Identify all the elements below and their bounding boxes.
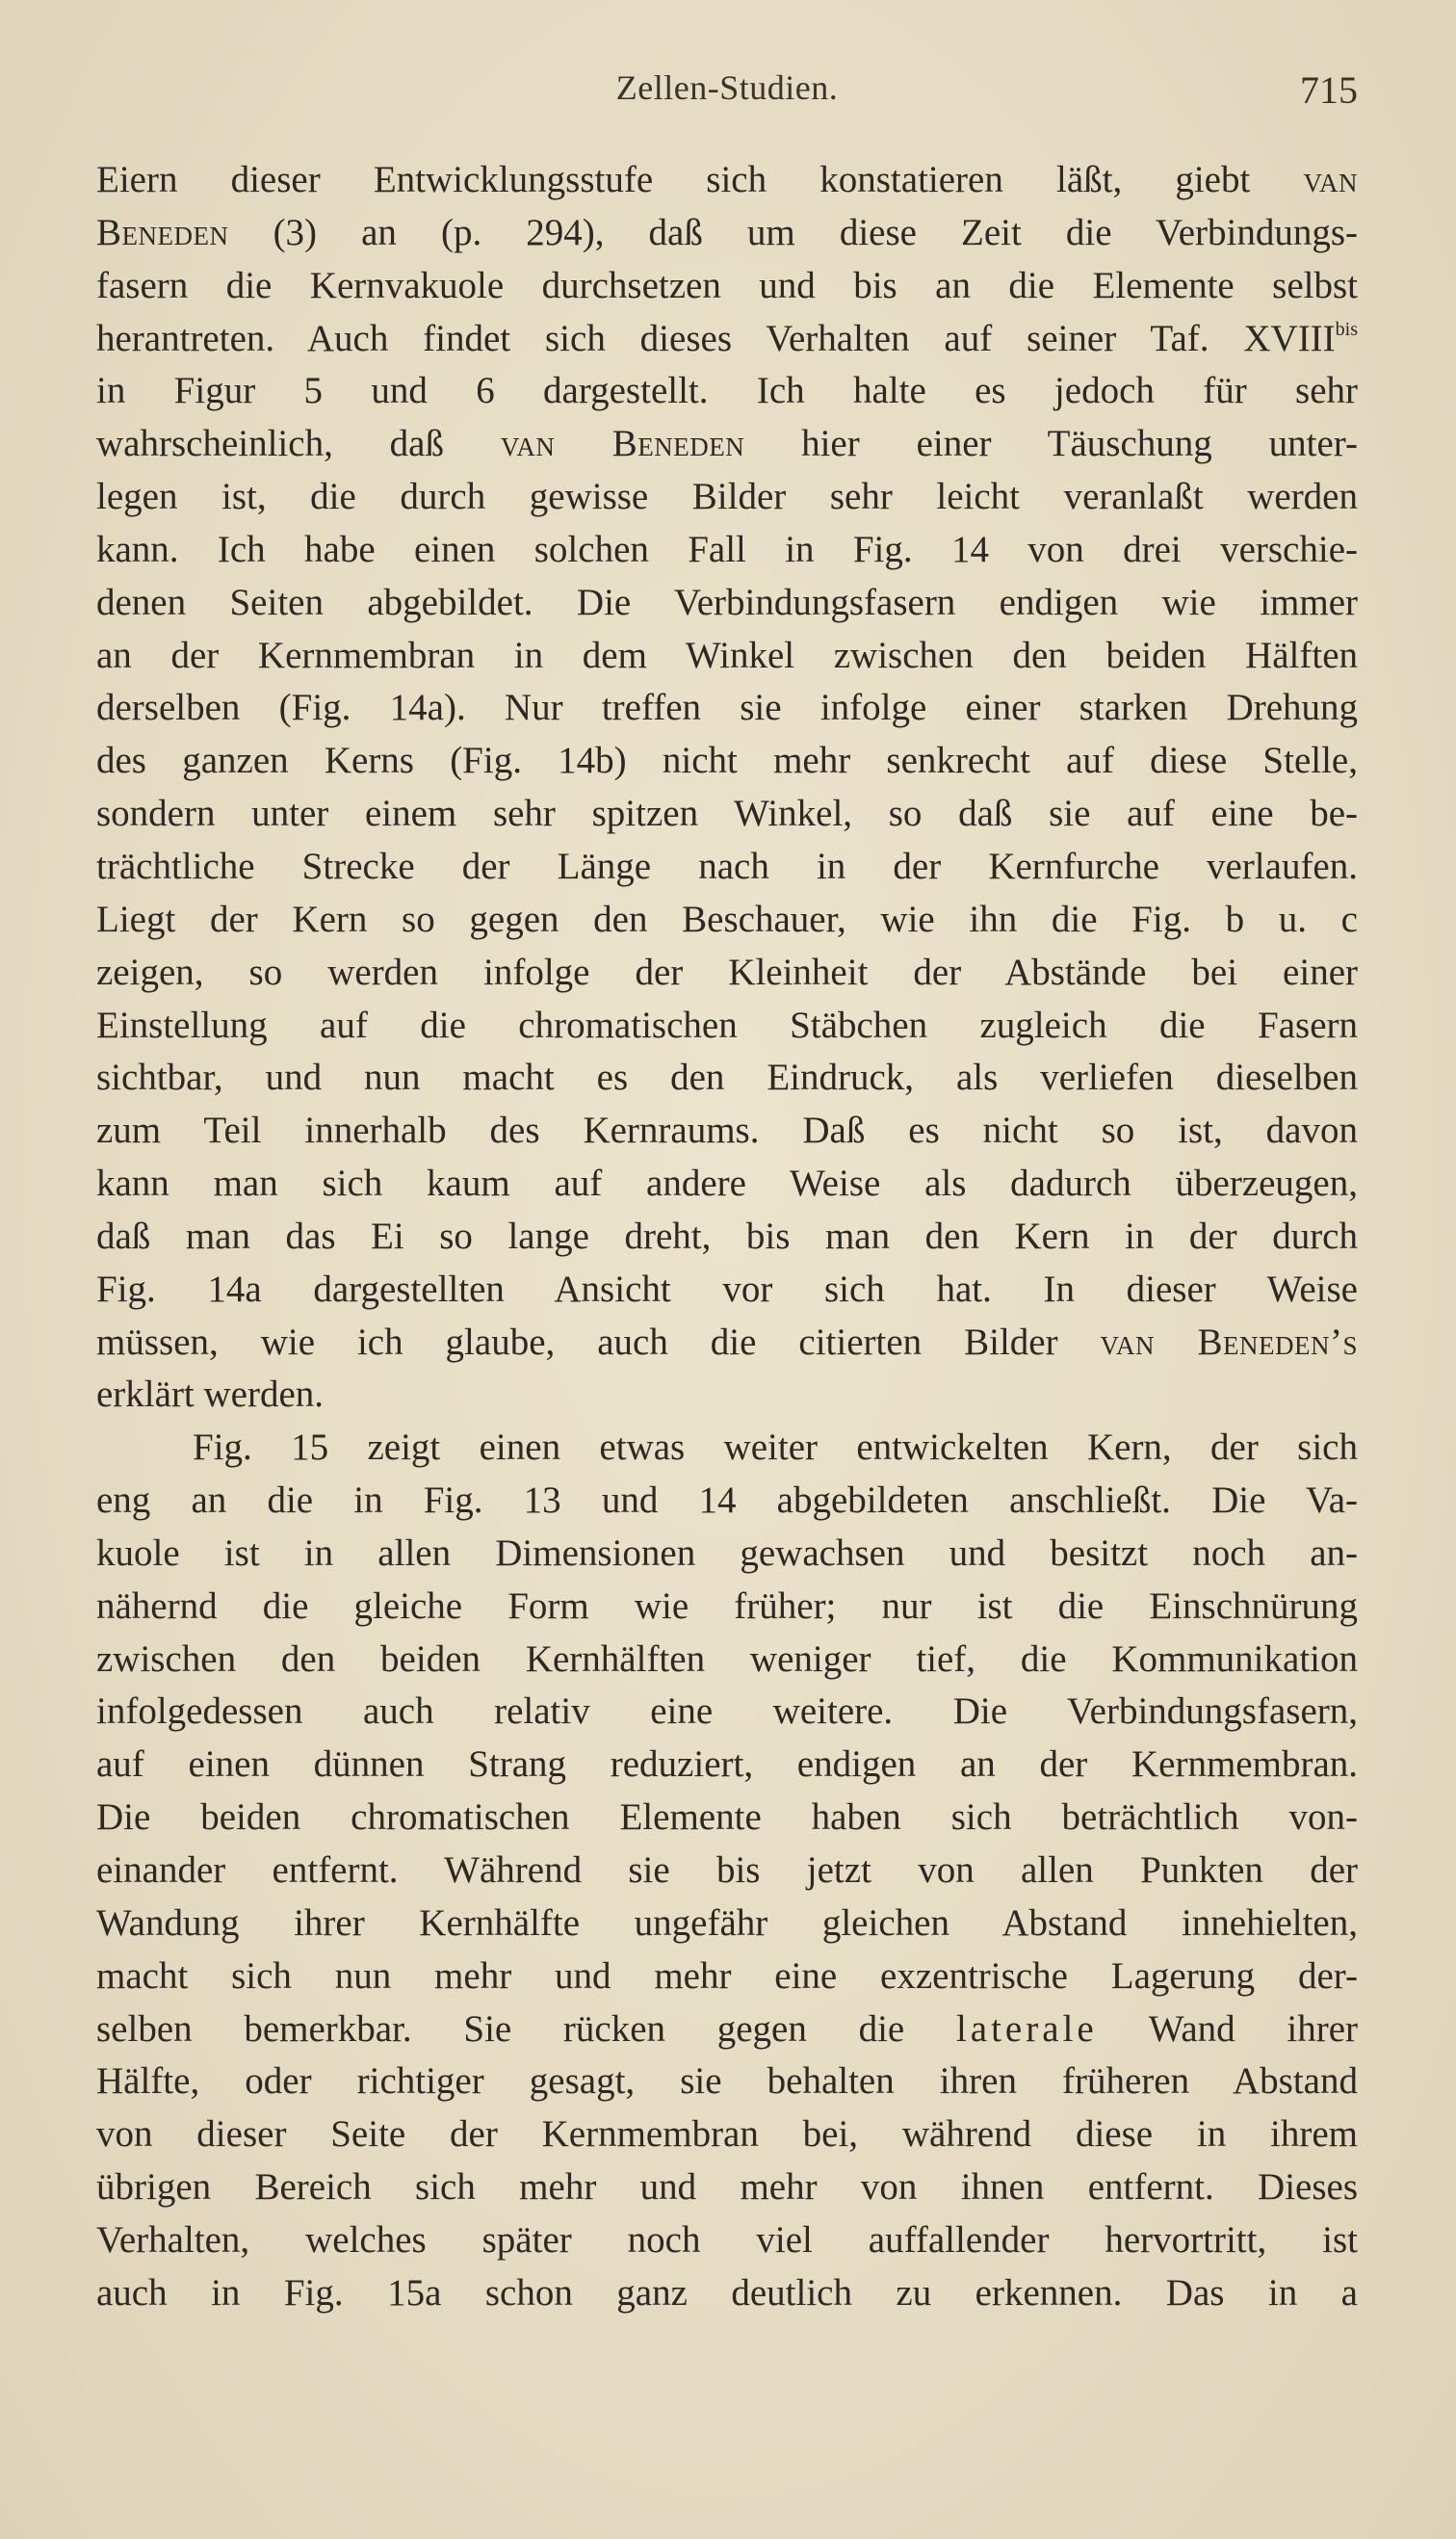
text-span: wahrscheinlich, daß — [96, 423, 444, 465]
text-line: trächtliche Strecke der Länge nach in der Kernfurche verlaufen. — [96, 845, 1358, 887]
text-line: fasern die Kernvakuole durchsetzen und bis an die Elemente selbst — [96, 264, 1358, 306]
text-line: daß man das Ei so lange dreht, bis man den Kern in der durch — [96, 1215, 1358, 1257]
text-line: erklärt werden. — [96, 1374, 325, 1416]
text-line — [96, 2003, 1358, 2056]
text-span: hier einer Täuschung unter- — [801, 423, 1358, 465]
emphasized-word: laterale — [955, 2007, 1098, 2050]
text-line: zeigen, so werden infolge der Kleinheit der Abstände bei einer — [96, 951, 1358, 993]
text-line: an der Kernmembran in dem Winkel zwischen den beiden Hälften — [96, 634, 1358, 676]
text-line: Wandung ihrer Kernhälfte ungefähr gleichen Abstand innehielten, — [96, 1901, 1358, 1944]
text-line: von dieser Seite der Kernmembran bei, während diese in ihrem — [96, 2113, 1358, 2156]
text-line: denen Seiten abgebildet. Die Verbindungsfasern endigen wie immer — [96, 581, 1358, 623]
text-line: Fig. 14a dargestellten Ansicht vor sich hat. In dieser Weise — [96, 1268, 1358, 1310]
text-line: Einstellung auf die chromatischen Stäbchen zugleich die Fasern — [96, 1004, 1358, 1046]
author-name: van Beneden’s — [1100, 1321, 1358, 1363]
text-span: herantreten. Auch findet sich dieses Verhalten auf seiner Taf. XVIII — [96, 317, 1336, 359]
body-text — [96, 154, 1358, 2320]
text-line — [96, 1317, 1358, 1370]
text-line: auch in Fig. 15a schon ganz deutlich zu erkennen. Das in a — [96, 2271, 1358, 2314]
text-line — [96, 313, 1358, 366]
text-line: infolgedessen auch relativ eine weitere. Die Verbindungsfasern, — [96, 1690, 1358, 1733]
text-line: Fig. 15 zeigt einen etwas weiter entwickelten Kern, der sich — [193, 1427, 1358, 1469]
text-line: Hälfte, oder richtiger gesagt, sie behalten ihren früheren Abstand — [96, 2060, 1358, 2103]
text-line: macht sich nun mehr und mehr eine exzentrische Lagerung der- — [96, 1954, 1358, 1997]
text-line: sichtbar, und nun macht es den Eindruck, als verliefen dieselben — [96, 1057, 1358, 1099]
text-line: legen ist, die durch gewisse Bilder sehr leicht veranlaßt werden — [96, 476, 1358, 518]
running-head — [96, 67, 1358, 125]
text-line: einander entfernt. Während sie bis jetzt von allen Punkten der — [96, 1849, 1358, 1891]
text-line: nähernd die gleiche Form wie früher; nur ist die Einschnürung — [96, 1584, 1358, 1627]
text-line: Verhalten, welches später noch viel auffallender hervortritt, ist — [96, 2218, 1358, 2261]
text-span: müssen, wie ich glaube, auch die citierten Bilder — [96, 1321, 1058, 1363]
text-span: (3) an (p. 294), daß um diese Zeit die Verbindungs- — [273, 211, 1359, 253]
text-line: zwischen den beiden Kernhälften weniger tief, die Kommunikation — [96, 1637, 1358, 1680]
text-line: des ganzen Kerns (Fig. 14b) nicht mehr senkrecht auf diese Stelle, — [96, 740, 1358, 782]
text-line: kann man sich kaum auf andere Weise als dadurch überzeugen, — [96, 1163, 1358, 1205]
text-line: Die beiden chromatischen Elemente haben sich beträchtlich von- — [96, 1796, 1358, 1839]
text-line: eng an die in Fig. 13 und 14 abgebildeten anschließt. Die Va- — [96, 1479, 1358, 1522]
text-line: sondern unter einem sehr spitzen Winkel, so daß sie auf eine be- — [96, 793, 1358, 835]
text-line: kann. Ich habe einen solchen Fall in Fig. 14 von drei verschie- — [96, 528, 1358, 570]
text-line: übrigen Bereich sich mehr und mehr von ihnen entfernt. Dieses — [96, 2166, 1358, 2209]
running-title: Zellen-Studien. — [615, 68, 839, 107]
text-line: zum Teil innerhalb des Kernraums. Daß es nicht so ist, davon — [96, 1110, 1358, 1152]
text-line — [96, 207, 1358, 260]
author-name: van — [1303, 159, 1358, 200]
text-line: Liegt der Kern so gegen den Beschauer, wie ihn die Fig. b u. c — [96, 898, 1358, 940]
author-name: Beneden — [96, 211, 229, 253]
text-line: derselben (Fig. 14a). Nur treffen sie infolge einer starken Drehung — [96, 687, 1358, 729]
text-span: Wand ihrer — [1148, 2007, 1359, 2050]
text-line: kuole ist in allen Dimensionen gewachsen und besitzt noch an- — [96, 1531, 1358, 1574]
text-line: in Figur 5 und 6 dargestellt. Ich halte es jedoch für sehr — [96, 370, 1358, 412]
text-line — [96, 154, 1358, 207]
text-span: selben bemerkbar. Sie rücken gegen die — [96, 2007, 905, 2050]
superscript: bis — [1335, 318, 1358, 340]
text-line: auf einen dünnen Strang reduziert, endigen an der Kernmembran. — [96, 1743, 1358, 1786]
text-span: Eiern dieser Entwicklungsstufe sich konstatieren läßt, giebt — [96, 159, 1251, 200]
text-line — [96, 418, 1358, 471]
page-number: 715 — [1300, 68, 1358, 112]
author-name: van Beneden — [500, 423, 745, 465]
